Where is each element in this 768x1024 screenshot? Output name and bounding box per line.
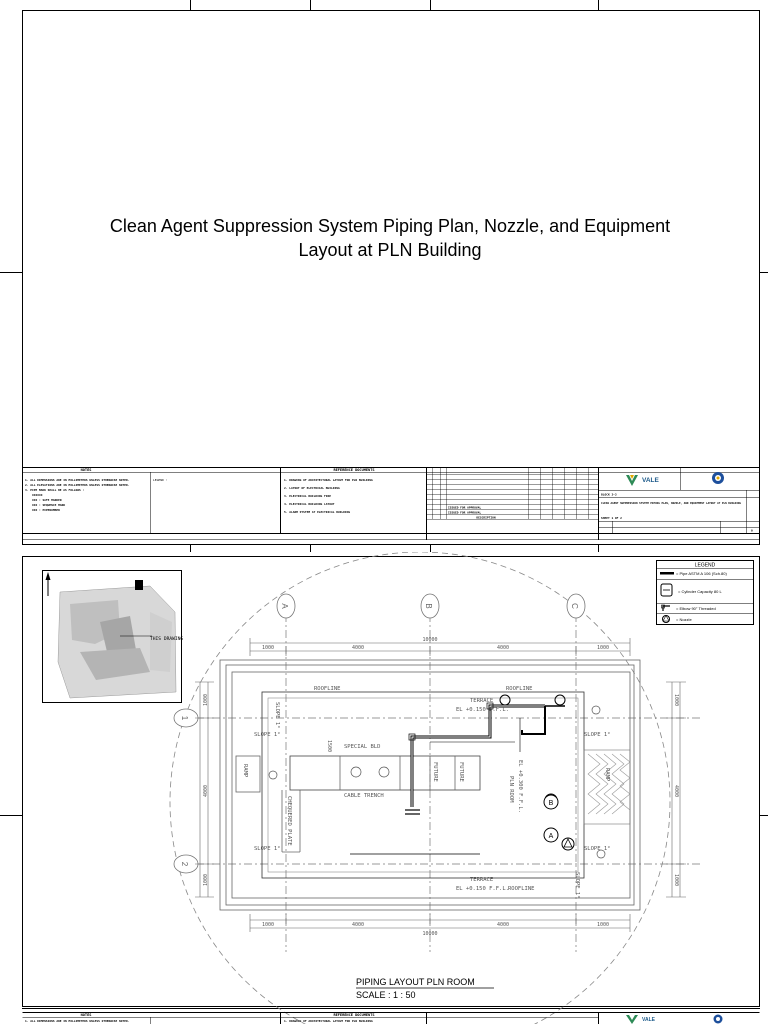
dim-right-1: 1000: [673, 693, 679, 707]
label-slope-6: SLOPE 1°: [574, 872, 580, 899]
grid-col-b: B: [424, 603, 433, 609]
dim-overall-top: 10000: [422, 637, 438, 643]
dim-bottom-seg-3: 4000: [496, 922, 510, 928]
contractor-logo-icon: [712, 472, 724, 484]
plan-tb-ref-1: 1. DRAWING OF ARCHITECTURAL LAYOUT FOR PLN BUILDING: [284, 1019, 373, 1023]
tb-rev: 0: [751, 528, 753, 533]
cover-title-line-1: Clean Agent Suppression System Piping Plan, Nozzle, and Equipment: [109, 216, 671, 236]
ramp-hatch: [584, 750, 630, 824]
tb-notes-header: NOTES: [80, 468, 92, 472]
label-chequered-plate: CHEQUERED PLATE: [286, 796, 292, 846]
grid-row-2: 2: [180, 861, 189, 867]
dim-inner-1500: 1500: [326, 739, 332, 753]
tb-note-6: XXX : SEQUENCE MARK: [32, 503, 66, 507]
dim-bottom-seg-1: 1000: [261, 922, 275, 928]
tb-sheet: SHEET 1 OF 2: [601, 516, 622, 520]
dim-seg-3: 4000: [496, 645, 510, 651]
marker-b-label: B: [548, 800, 554, 807]
cover-title-line-2: Layout at PLN Building: [298, 240, 482, 260]
label-slope-3: SLOPE 1°: [584, 732, 611, 738]
vale-logo-icon: [626, 1015, 638, 1024]
plan-tb-references-header: REFERENCE DOCUMENTS: [333, 1013, 375, 1017]
label-roofline-top-left: ROOFLINE: [314, 686, 341, 692]
vale-logo-icon: [626, 475, 638, 486]
grid-col-a: A: [280, 603, 289, 609]
contractor-logo-icon: [714, 1015, 723, 1024]
label-slope-4: SLOPE 1°: [584, 846, 611, 852]
label-terrace-top: TERRACE: [470, 698, 494, 704]
tb-project: BLOCK 3-3: [601, 492, 617, 497]
plan-tb-notes-header: NOTES: [80, 1013, 92, 1017]
label-cable-trench: CABLE TRENCH: [344, 793, 384, 799]
dim-seg-1: 1000: [261, 645, 275, 651]
grid-row-1: 1: [180, 715, 189, 721]
dim-left-1: 1000: [203, 693, 209, 707]
tb-note-4: XXXXXX: [32, 493, 43, 497]
dim-left-2: 4000: [203, 784, 209, 798]
marker-a-label: A: [548, 833, 554, 840]
label-terrace-bottom: TERRACE: [470, 877, 494, 883]
label-slope-5: SLOPE 1°: [274, 702, 280, 729]
legend-item-cylinder: = Cylinder Capacity 80 L: [678, 589, 722, 594]
plan-scale: SCALE : 1 : 50: [356, 990, 416, 1000]
legend-item-elbow: = Elbow 90° Threaded: [676, 606, 716, 611]
tb-note-7: XXX : PIPENUMBER: [32, 508, 60, 512]
legend-title: LEGEND: [694, 562, 716, 569]
tb-ref-4: 4. ELECTRICAL BUILDING LAYOUT: [284, 502, 335, 506]
cover-frame: [23, 11, 760, 545]
dim-bottom-seg-4: 1000: [596, 922, 610, 928]
label-special-bld: SPECIAL BLD: [344, 744, 381, 750]
plan-sheet-drawing: [0, 552, 768, 1024]
label-future-left: FUTURE: [432, 762, 438, 782]
grid-col-c: C: [570, 603, 579, 609]
plan-tb-note-1: 1. ALL DIMENSIONS ARE IN MILLIMETERS UNLESS OTHERWISE NOTED.: [25, 1019, 130, 1023]
label-pln-room: PLN ROOM: [508, 776, 514, 803]
label-ramp-left: RAMP: [242, 764, 248, 778]
dim-seg-2: 4000: [351, 645, 365, 651]
dimension-lines: [195, 638, 686, 932]
legend-item-pipe: = Pipe ASTM A 106 (Sch.80): [676, 571, 727, 576]
plan-tb-client-logo: VALE: [642, 1017, 655, 1023]
pipe-line-icon: [660, 572, 674, 575]
dim-right-3: 1000: [673, 873, 679, 887]
tb-references-header: REFERENCE DOCUMENTS: [333, 468, 375, 472]
cylinder-icon: [500, 695, 565, 705]
tb-client-logo: VALE: [642, 477, 659, 484]
dim-bottom-seg-2: 4000: [351, 922, 365, 928]
tb-note-5: XXX : SAFE MARKER: [32, 498, 62, 502]
label-slope-1: SLOPE 1°: [254, 732, 281, 738]
tb-note-2: 2. ALL ELEVATIONS ARE IN MILLIMETERS UNLESS OTHERWISE NOTED.: [25, 483, 130, 487]
label-slope-2: SLOPE 1°: [254, 846, 281, 852]
label-terrace-top-el: EL +0.150 F.F.L.: [456, 707, 509, 713]
dim-overall-bottom: 10000: [422, 931, 438, 937]
tb-ref-1: 1. DRAWING OF ARCHITECTURAL LAYOUT FOR PLN BUILDING: [284, 478, 373, 482]
tb-ref-2: 2. LAYOUT OF ELECTRICAL BUILDING: [284, 486, 340, 490]
plan-sheet: [0, 552, 768, 1024]
label-terrace-bottom-el: EL +0.150 F.F.L.: [456, 886, 509, 892]
pipe-run: [405, 706, 565, 814]
legend-item-nozzle: = Nozzle: [676, 617, 692, 622]
tb-drawing-title: CLEAN AGENT SUPPRESSION SYSTEM PIPING PLAN, NOZZLE, AND EQUIPMENT LAYOUT AT PLN BUILDING: [601, 501, 742, 505]
dim-left-3: 1000: [203, 873, 209, 887]
tb-ref-3: 3. ELECTRICAL BUILDING FIRE: [284, 494, 331, 498]
tb-revision-2: ISSUED FOR APPROVAL: [448, 505, 482, 510]
label-pln-room-el: EL +0.300 F.F.L.: [517, 760, 523, 813]
dim-right-2: 4000: [673, 784, 679, 798]
label-roofline-top-right: ROOFLINE: [506, 686, 533, 692]
plan-caption: PIPING LAYOUT PLN ROOM: [356, 977, 475, 987]
label-roofline-bottom: ROOFLINE: [508, 886, 535, 892]
label-ramp-right: RAMP: [604, 768, 610, 782]
tb-note-3: 3. PIPE MARK SHALL BE AS FOLLOWS :: [25, 488, 85, 492]
tb-legend-cell: LEGEND :: [153, 478, 168, 482]
keyplan-label: THIS DRAWING: [150, 637, 184, 642]
label-future-right: FUTURE: [458, 762, 464, 782]
tb-ref-5: 5. ALARM SYSTEM AT ELECTRICAL BUILDING: [284, 510, 351, 514]
tb-revision-header: DESCRIPTION: [476, 515, 496, 520]
tb-revision-1: ISSUED FOR APPROVAL: [448, 510, 482, 515]
dim-seg-4: 1000: [596, 645, 610, 651]
tb-note-1: 1. ALL DIMENSIONS ARE IN MILLIMETERS UNLESS OTHERWISE NOTED.: [25, 478, 130, 482]
